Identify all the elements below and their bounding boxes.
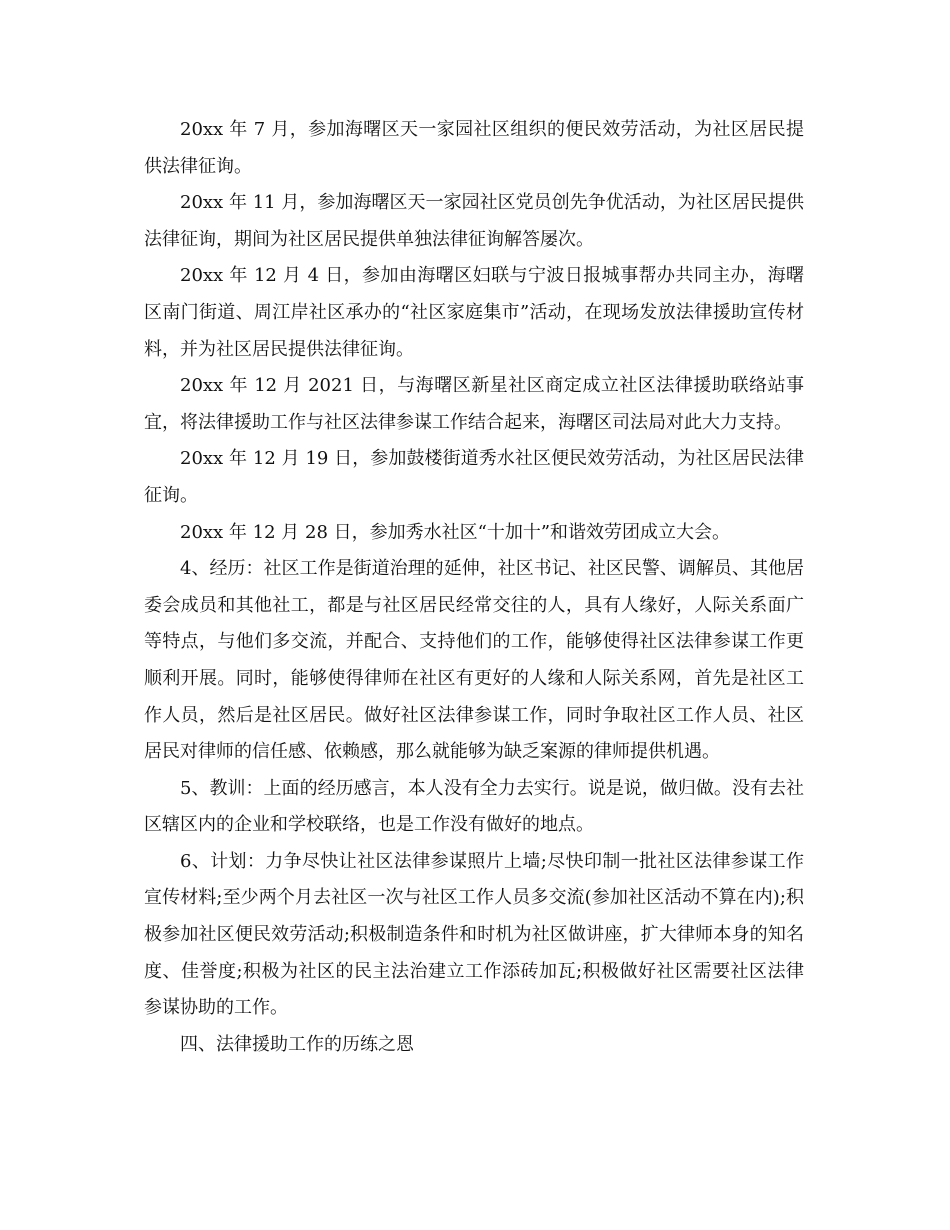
paragraph-lessons: 5、教训：上面的经历感言，本人没有全力去实行。说是说，做归做。没有去社区辖区内的企业和学校联络，也是工作没有做好的地点。 <box>144 777 804 836</box>
section-heading: 四、法律援助工作的历练之恩 <box>180 1033 414 1055</box>
paragraph-activity-dec-4: 20xx 年 12 月 4 日，参加由海曙区妇联与宁波日报城事帮办共同主办，海曙区南门街道、周江岸社区承办的“社区家庭集市”活动，在现场发放法律援助宣传材料，并为社区居民提供法律征询。 <box>144 265 804 360</box>
paragraph-experience: 4、经历：社区工作是街道治理的延伸，社区书记、社区民警、调解员、其他居委会成员和其他社工，都是与社区居民经常交往的人，具有人缘好，人际关系面广等特点，与他们多交流，并配合、支持他们的工作，能够使得社区法律参谋工作更顺利开展。同时，能够使得律师在社区有更好的人缘和人际关系网，首先是社区工作人员，然后是社区居民。做好社区法律参谋工作，同时争取社区工作人员、社区居民对律师的信任感、依赖感，那么就能够为缺乏案源的律师提供机遇。 <box>144 558 804 763</box>
paragraph-activity-dec-2021: 20xx 年 12 月 2021 日，与海曙区新星社区商定成立社区法律援助联络站事宜，将法律援助工作与社区法律参谋工作结合起来，海曙区司法局对此大力支持。 <box>144 375 804 433</box>
paragraph-activity-november: 20xx 年 11 月，参加海曙区天一家园社区党员创先争优活动，为社区居民提供法律征询，期间为社区居民提供单独法律征询解答屡次。 <box>144 192 804 250</box>
paragraph-plan: 6、计划：力争尽快让社区法律参谋照片上墙;尽快印制一批社区法律参谋工作宣传材料;至少两个月去社区一次与社区工作人员多交流(参加社区活动不算在内);积极参加社区便民效劳活动;积极制造条件和时机为社区做讲座，扩大律师本身的知名度、佳誉度;积极为社区的民主法治建立工作添砖加瓦;积极做好社区需要社区法律参谋协助的工作。 <box>144 850 804 1019</box>
paragraph-activity-dec-19: 20xx 年 12 月 19 日，参加鼓楼街道秀水社区便民效劳活动，为社区居民法律征询。 <box>144 448 804 506</box>
document-body <box>144 112 804 1063</box>
paragraph-activity-july: 20xx 年 7 月，参加海曙区天一家园社区组织的便民效劳活动，为社区居民提供法律征询。 <box>144 119 804 177</box>
paragraph-activity-dec-28: 20xx 年 12 月 28 日，参加秀水社区“十加十”和谐效劳团成立大会。 <box>180 521 731 543</box>
